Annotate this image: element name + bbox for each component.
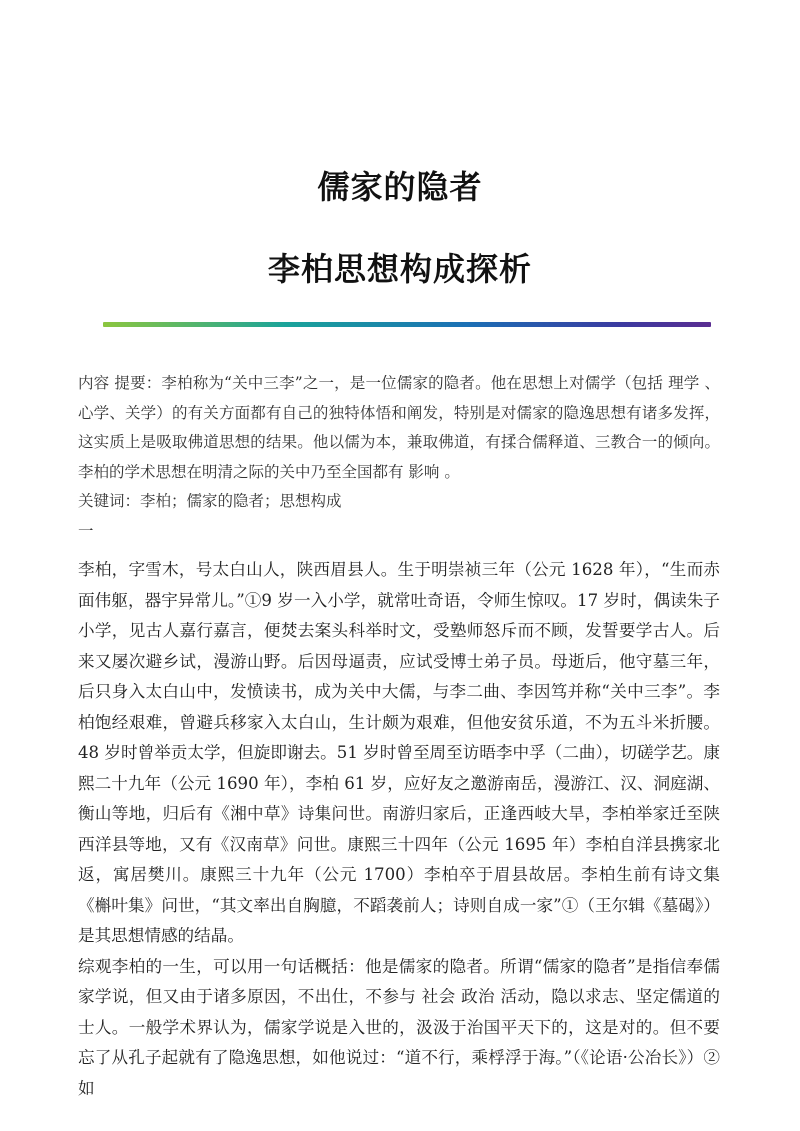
abstract-text: 内容 提要：李柏称为“关中三李”之一，是一位儒家的隐者。他在思想上对儒学（包括 理学 、心学、关学）的有关方面都有自己的独特体悟和阐发，特别是对儒家的隐逸思想有诸多发挥，这实质上是吸取佛道思想的结果。他以儒为本，兼取佛道，有揉合儒释道、三教合一的倾向。李柏的学术思想在明清之际的关中乃至全国都有 影响 。 (78, 374, 720, 481)
keywords-text: 关键词：李柏；儒家的隐者；思想构成 (78, 492, 342, 510)
gradient-divider (103, 322, 711, 327)
section-marker: 一 (78, 521, 94, 540)
document-title: 儒家的隐者 (317, 168, 483, 206)
paragraph-summary: 综观李柏的一生，可以用一句话概括：他是儒家的隐者。所谓“儒家的隐者”是指信奉儒家学说，但又由于诸多原因，不出仕，不参与 社会 政治 活动，隐以求志、坚定儒道的士人。一般学术界认为，儒家学说是入世的，汲汲于治国平天下的，这是对的。但不要忘了从孔子起就有了隐逸思想，如他说过：“道不行，乘桴浮于海。”（《论语·公冶长》）②如 (78, 956, 720, 1098)
paragraph-biography: 李柏，字雪木，号太白山人，陕西眉县人。生于明崇祯三年（公元 1628 年），“生而赤面伟躯，器宇异常儿。”①9 岁一入小学，就常吐奇语，令师生惊叹。17 岁时，偶读朱子小学，见古人嘉行嘉言，便焚去案头科举时文，受塾师怒斥而不顾，发誓要学古人。后来又屡次避乡试，漫游山野。后因母逼责，应试受博士弟子员。母逝后，他守墓三年，后只身入太白山中，发愤读书，成为关中大儒，与李二曲、李因笃并称“关中三李”。李柏饱经艰难，曾避兵移家入太白山，生计颇为艰难，但他安贫乐道，不为五斗米折腰。48 岁时曾举贡太学，但旋即谢去。51 岁时曾至周至访晤李中孚（二曲），切磋学艺。康熙二十九年（公元 1690 年），李柏 61 岁，应好友之邀游南岳，漫游江、汉、洞庭湖、衡山等地，归后有《湘中草》诗集问世。南游归家后，正逢西岐大旱，李柏举家迁至陕西洋县等地，又有《汉南草》问世。康熙三十四年（公元 1695 年）李柏自洋县携家北返，寓居樊川。康熙三十九年（公元 1700）李柏卒于眉县故居。李柏生前有诗文集《槲叶集》问世，“其文率出自胸臆，不蹈袭前人；诗则自成一家”①（王尔辑《墓碣》）是其思想情感的结晶。 (78, 560, 720, 945)
document-subtitle: 李柏思想构成探析 (267, 250, 532, 288)
main-body (78, 555, 720, 1104)
abstract-section (78, 369, 720, 546)
